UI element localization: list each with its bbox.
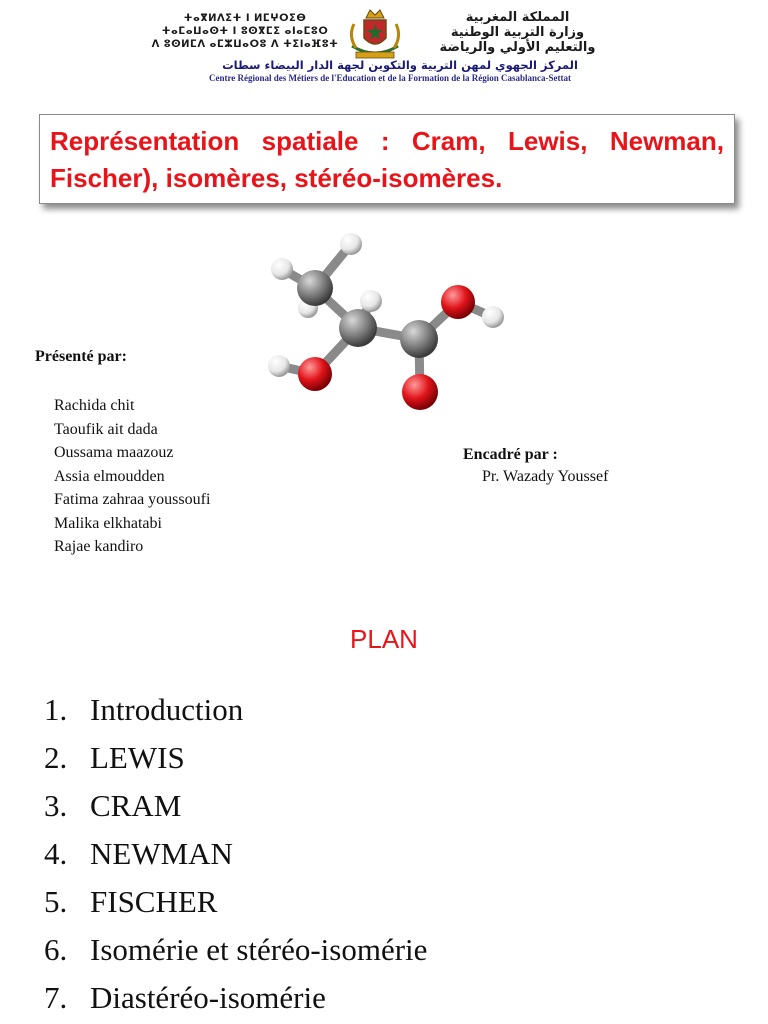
oxygen-atom	[402, 374, 438, 410]
document-header	[0, 0, 768, 88]
tifinagh-line: ⵜⴰⴳⵍⴷⵉⵜ ⵏ ⵍⵎⵖⵔⵉⴱ	[183, 13, 307, 24]
student-list	[54, 394, 210, 559]
plan-item-label: Isomérie et stéréo-isomérie	[90, 932, 428, 967]
hydrogen-atom	[340, 233, 362, 255]
lactic-acid-ball-and-stick-model	[258, 226, 510, 414]
plan-item-label: Introduction	[90, 692, 244, 727]
plan-item	[44, 878, 427, 926]
plan-item-number: 5.	[44, 884, 68, 919]
arabic-heading	[410, 10, 625, 55]
student-name: Fatima zahraa youssoufi	[54, 491, 211, 508]
presented-by-label: Présenté par:	[35, 348, 127, 365]
plan-item	[44, 926, 427, 974]
plan-heading: PLAN	[350, 624, 418, 654]
arabic-crmef-name: المركز الجهوي لمهن التربية والتكوين لجهة الدار البيضاء سطات	[222, 58, 578, 72]
student-name: Rachida chit	[54, 397, 135, 414]
hydrogen-atom	[271, 258, 293, 280]
carbon-atom	[400, 320, 438, 358]
hydrogen-atom	[482, 306, 504, 328]
plan-item-number: 4.	[44, 836, 68, 871]
plan-item-label: CRAM	[90, 788, 182, 823]
plan-item-label: LEWIS	[90, 740, 185, 775]
plan-item-number: 1.	[44, 692, 68, 727]
student-name: Taoufik ait dada	[54, 420, 158, 438]
plan-item	[44, 734, 427, 782]
title-box	[39, 114, 735, 204]
supervisor-name: Pr. Wazady Youssef	[482, 468, 609, 485]
document-title: Représentation spatiale : Cram, Lewis, Newman, Fischer), isomères, stéréo-isomères.	[50, 126, 724, 193]
moroccan-coat-of-arms-logo	[344, 6, 406, 62]
plan-item	[44, 830, 427, 878]
student-name: Assia elmoudden	[54, 467, 165, 485]
carbon-atom	[339, 309, 377, 347]
student-name: Rajae kandiro	[54, 538, 144, 555]
plan-item	[44, 782, 427, 830]
student-name: Malika elkhatabi	[54, 514, 162, 532]
hydrogen-atom	[360, 290, 382, 312]
hydrogen-atom	[268, 355, 290, 377]
plan-item	[44, 686, 427, 734]
student-name: Oussama maazouz	[54, 444, 174, 461]
plan-item-label: FISCHER	[90, 884, 218, 919]
arabic-line: والتعليم الأولي والرياضة	[439, 40, 596, 55]
tifinagh-line: ⵜⴰⵎⴰⵡⴰⵙⵜ ⵏ ⵓⵙⴳⵎⵉ ⴰⵏⴰⵎⵓⵔ	[161, 26, 329, 37]
plan-item-label: Diastéréo-isomérie	[90, 980, 326, 1015]
plan-list	[44, 686, 427, 1022]
plan-item	[44, 974, 427, 1022]
plan-item-number: 6.	[44, 932, 68, 967]
arabic-line: وزارة التربية الوطنية	[450, 25, 585, 40]
arabic-line: المملكة المغربية	[465, 10, 570, 25]
supervised-by-label: Encadré par :	[463, 446, 558, 463]
plan-item-number: 3.	[44, 788, 68, 823]
plan-item-label: NEWMAN	[90, 836, 233, 871]
tifinagh-heading	[150, 12, 340, 51]
carbon-atom	[297, 270, 333, 306]
tifinagh-line: ⴷ ⵓⵙⵍⵎⴷ ⴰⵎⵣⵡⴰⵔⵓ ⴷ ⵜⵉⵏⴰⴼⵓⵜ	[151, 39, 339, 50]
crmef-name-french: Centre Régional des Métiers de l'Education et de la Formation de la Région Casablanca-Settat	[208, 73, 572, 83]
oxygen-atom	[441, 285, 475, 319]
plan-item-number: 2.	[44, 740, 68, 775]
plan-item-number: 7.	[44, 980, 68, 1015]
oxygen-atom	[298, 357, 332, 391]
